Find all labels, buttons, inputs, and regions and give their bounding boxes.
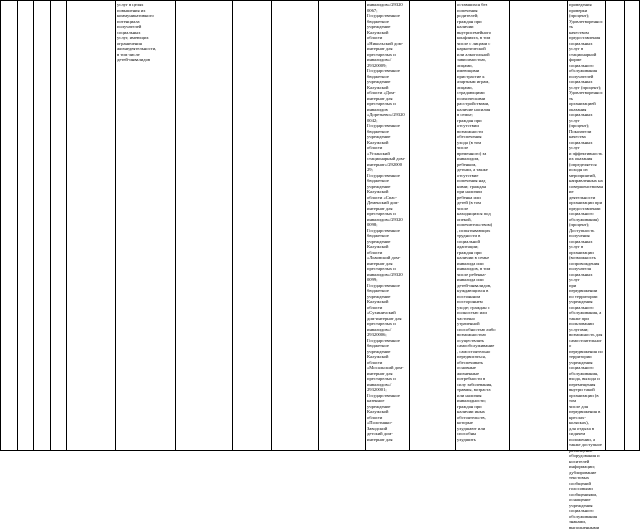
column-divider [409, 0, 410, 451]
cell-quality-indicators: проведения проверки (процент); Удовлетворенность качеством предоставления социальных услуг в стационарной форме социального обслуживания получателей социальных услуг (процент); Удовлетворенность организацией оказания социальных услуг (процент); Показатели качества социальных услуг и эффективность их оказания (определяется исходя из мероприятий, направленных на совершенствование деятельности организации при предоставлении социального обслуживания) (процент); Доступность получения социальных услуг в организации (возможность сопровождения получателя социальных услуг при передвижении по территории учреждения социального обслуживания, а также при пользовании услугами; возможность для самостоятельного передвижения по территории учреждения социального обслуживания, входа, выхода и перемещения внутри такой организации (в том числе для передвижения в креслах-колясках), для отдыха в сидячем положении, а также доступное размещение оборудования и носителей информации; дублирование текстовых сообщений голосовыми сообщениями, оснащение учреждения социального обслуживания знаками, выполненными [569, 2, 603, 530]
column-divider [33, 0, 34, 451]
column-divider [232, 0, 233, 451]
column-divider [175, 0, 176, 451]
table-bottom-border [0, 450, 640, 451]
cell-provider-organizations: инвалидов»/29320 0067; Государственное бюджетное учреждение Калужской области «Никольский дом- интернат для престарелых и инвалидов»/ 29320009; Государственное бюджетное учреждение Калужской области «Дом- интернат для престарелых и инвалидов «Доретьево»/29320 0042; Государственное бюджетное учреждение Калужской области «Угланский стационарный дом- интернат»/292000 29; Государственное бюджетное учреждение Калужской области «Спас- Деменский дом- интернат для престарелых и инвалидов»/29320 0098; Государственное бюджетное учреждение Калужской области «Львовский дом- интернат для престарелых и инвалидов»/29320 0099; Государственное бюджетное учреждение Калужской области «Сухиничский дом-интернат для престарелых и инвалидов»/ 29320006; Государственное бюджетное учреждение Калужской области «Мосальский дом- интернат для престарелых и инвалидов»/ 29320001; Государственное казенное учреждение Калужской области «Полотняно- Заводский детский дом- интернат для [367, 2, 406, 442]
column-divider [624, 0, 625, 451]
column-divider [567, 0, 568, 451]
column-divider [50, 0, 51, 451]
column-divider [605, 0, 606, 451]
column-divider [0, 0, 1, 451]
column-divider [318, 0, 319, 451]
column-divider [509, 0, 510, 451]
column-divider [271, 0, 272, 451]
column-divider [17, 0, 18, 451]
column-divider [455, 0, 456, 451]
column-divider [365, 0, 366, 451]
cell-service-purpose: услуг в целях повышения их коммуникативного потенциала получателей социальных услуг, имеющих ограничения жизнедеятельности, в том числе детей-инвалидов [117, 2, 157, 62]
column-divider [66, 0, 67, 451]
cell-recipient-circumstances: оставшихся без попечения родителей; граждан при наличии внутрисемейного конфликта, в том числе с лицами с наркотической или алкогольной зависимостью, лицами, имеющими пристрастие к азартным играм, лицами, страдающими психическими расстройствами, наличие насилия в семье; граждан при отсутствии возможности обеспечения ухода (в том числе временного) за инвалидом, ребенком, детьми, а также отсутствие попечения над ними; граждан при наличии ребенка или детей (в том числе находящихся под опекой, попечительством) , испытывающих трудности в социальной адаптации; граждан при наличии в семье инвалида или инвалидов, в том числе ребенка- инвалида или детей-инвалидов, нуждающихся в постоянном постороннем уходе; граждан с полностью или частично утраченной способностью либо возможностью осуществлять самообслуживание , самостоятельно передвигаться, обеспечивать основные жизненные потребности в силу заболевания, травмы, возраста или наличия инвалидности; граждан при наличии иных обстоятельств, которые ухудшают или способны ухудшить [457, 2, 496, 442]
table-top-border [0, 0, 640, 1]
column-divider [115, 0, 116, 451]
